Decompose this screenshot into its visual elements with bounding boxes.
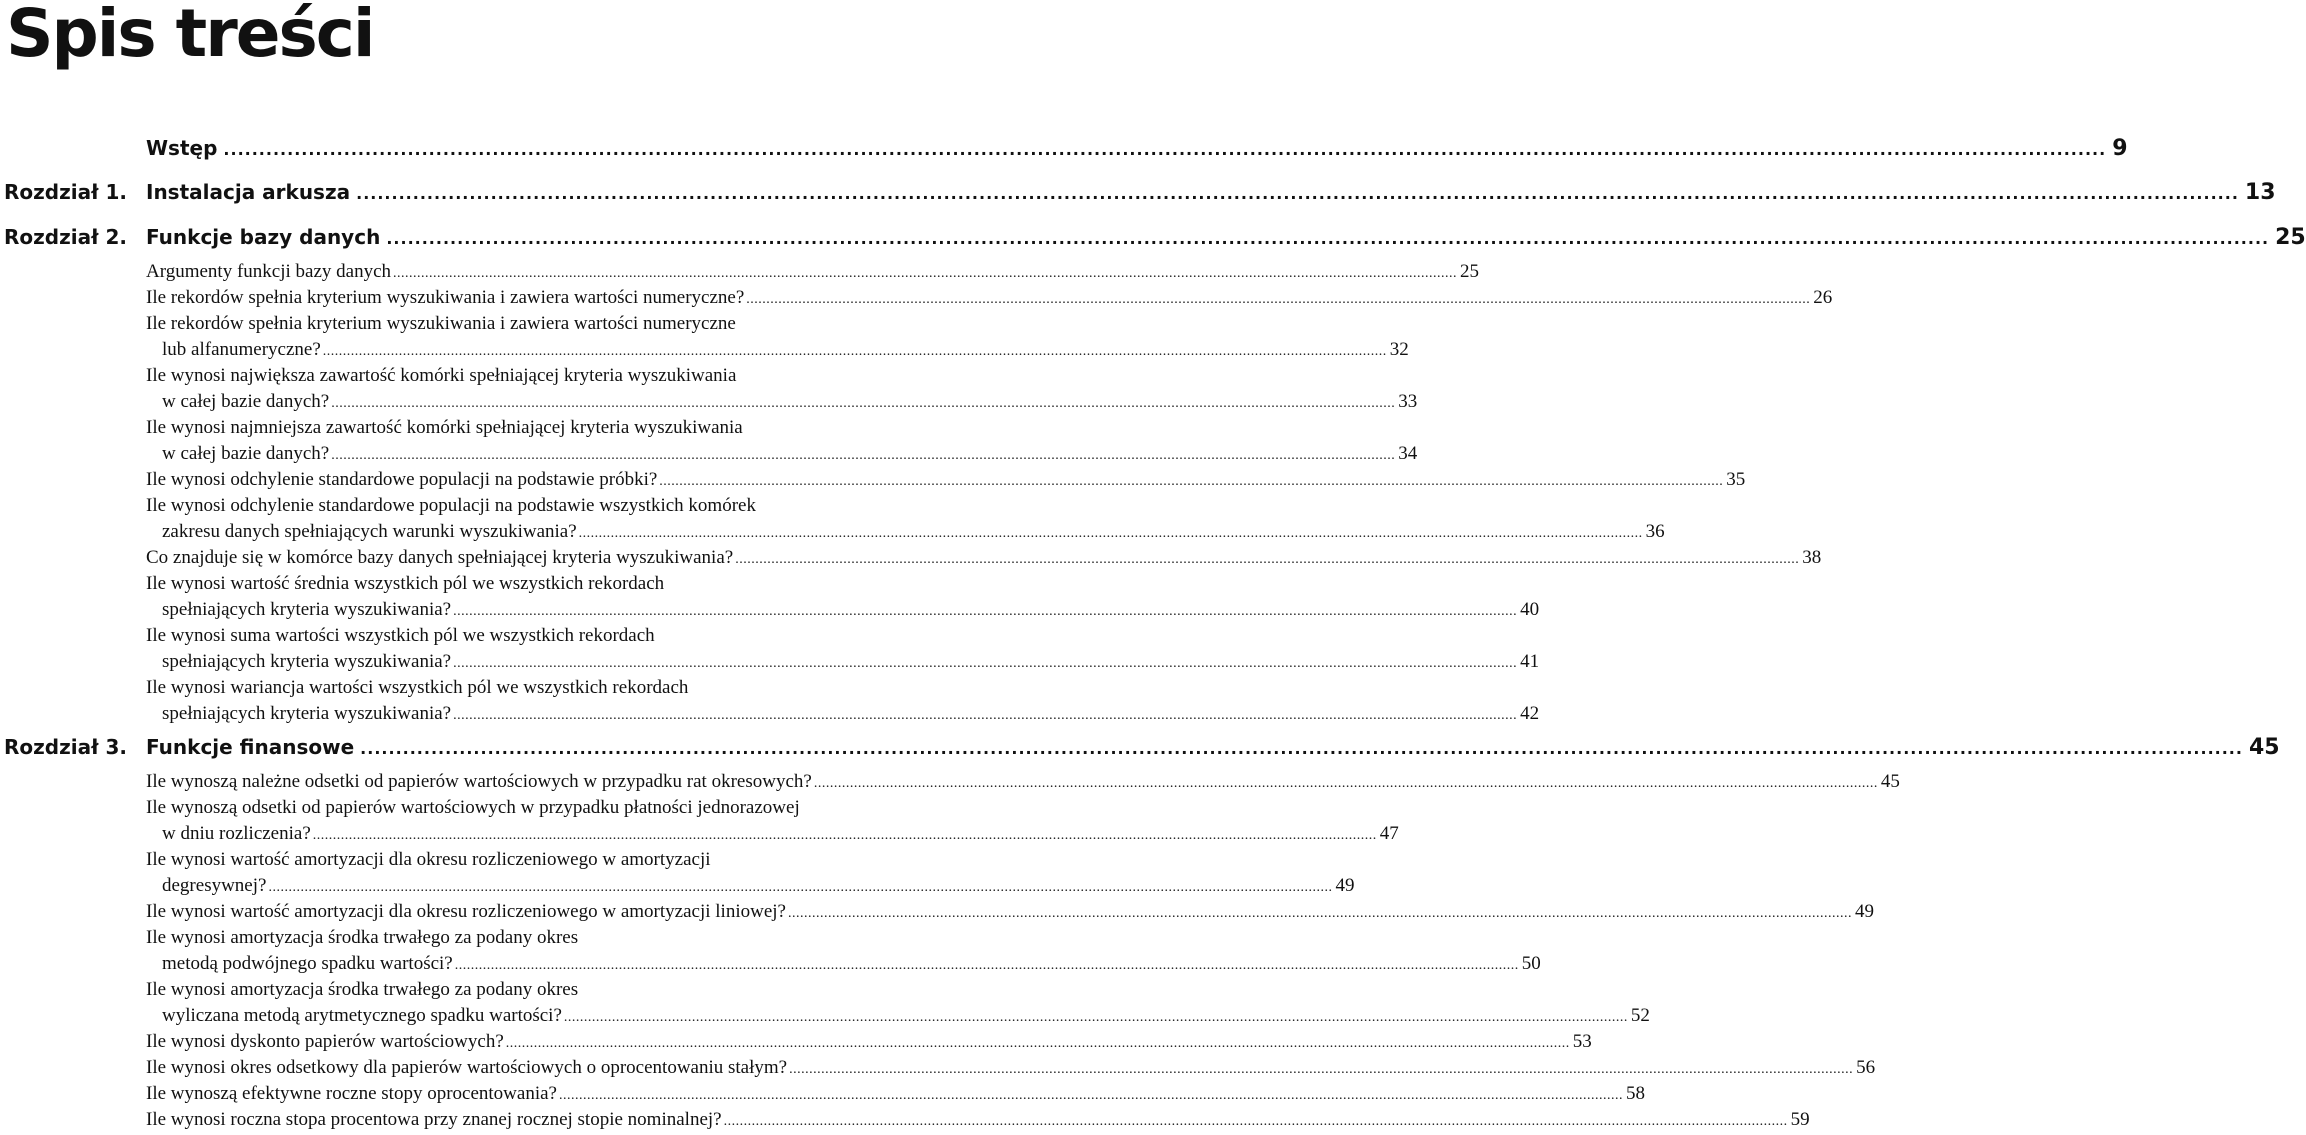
chapter-number: Rozdział 1.	[4, 180, 127, 204]
section-title: Co znajduje się w komórce bazy danych spełniającej kryteria wyszukiwania?	[146, 547, 734, 568]
section-entry[interactable]	[146, 571, 1540, 623]
section-title: degresywnej?	[162, 875, 267, 896]
section-entry[interactable]	[146, 795, 1399, 847]
dot-leader: ..........................................................................................................................................................................................................................................................................	[813, 776, 1878, 791]
section-title-line: Ile wynosi wariancja wartości wszystkich pól we wszystkich rekordach	[146, 677, 689, 698]
section-title-line: Ile wynosi odchylenie standardowe populacji na podstawie wszystkich komórek	[146, 495, 756, 516]
section-title-line: Ile wynosi suma wartości wszystkich pól we wszystkich rekordach	[146, 625, 655, 646]
section-title-line	[146, 1107, 1810, 1133]
section-title: spełniających kryteria wyszukiwania?	[162, 651, 452, 672]
section-title-line: Ile wynosi największa zawartość komórki spełniającej kryteria wyszukiwania	[146, 365, 737, 386]
section-title: spełniających kryteria wyszukiwania?	[162, 599, 452, 620]
section-title-line	[146, 259, 1479, 285]
section-title-line: Ile wynosi amortyzacja środka trwałego za podany okres	[146, 927, 579, 948]
chapter-heading-row	[0, 725, 2280, 769]
section-entry[interactable]	[146, 259, 1479, 285]
section-page-number: 33	[1398, 391, 1418, 412]
dot-leader: ..........................................................................................................................................................................................................................................................................	[453, 656, 1518, 671]
dot-leader: ..........................................................................................................................................................................................................................................................................	[735, 552, 1800, 567]
chapter-number: Rozdział 2.	[4, 225, 127, 249]
section-entry[interactable]	[146, 925, 1541, 977]
dot-leader: ..........................................................................................................................................................................................................................................................................	[268, 880, 1333, 895]
section-page-number: 25	[1460, 261, 1479, 282]
section-title-line	[146, 1081, 1645, 1107]
section-page-number: 58	[1625, 1083, 1645, 1104]
section-entry[interactable]	[146, 1029, 1592, 1055]
section-title: w całej bazie danych?	[162, 391, 330, 412]
section-title: Ile wynoszą efektywne roczne stopy oprocentowania?	[146, 1083, 557, 1104]
section-page-number: 26	[1813, 287, 1833, 308]
dot-leader: ..........................................................................................................................................................................................................................................................................	[453, 604, 1518, 619]
section-entry[interactable]	[146, 415, 1418, 467]
section-title-line	[146, 873, 1355, 899]
dot-leader: ..........................................................................................................................................................................................................................................................................	[453, 708, 1518, 723]
section-entry[interactable]	[146, 1081, 1645, 1107]
dot-leader: ..........................................................................................................................................................................................................................................................................	[454, 958, 1519, 973]
section-page-number: 47	[1379, 823, 1399, 844]
section-title-line: Ile wynosi amortyzacja środka trwałego za podany okres	[146, 979, 579, 1000]
section-page-number: 52	[1630, 1005, 1650, 1026]
section-title-line	[146, 821, 1399, 847]
chapter-entry	[0, 170, 2276, 214]
dot-leader: ..........................................................................................................................................................................................................................................................................	[746, 292, 1811, 307]
section-page-number: 36	[1645, 521, 1665, 542]
section-page-number: 40	[1520, 599, 1540, 620]
section-entry[interactable]	[146, 977, 1650, 1029]
section-title-line	[146, 951, 1541, 977]
chapter-title-line	[146, 126, 2128, 172]
section-entry[interactable]	[146, 363, 1418, 415]
section-entry[interactable]	[146, 311, 1409, 363]
section-entry[interactable]	[146, 1055, 1876, 1081]
dot-leader: ..........................................................................................................................................................................................................................................................................	[563, 1010, 1628, 1025]
section-list	[146, 769, 1900, 1133]
chapter-title[interactable]: Funkcje bazy danych	[146, 225, 381, 249]
chapter-entry	[0, 215, 2306, 724]
section-page-number: 49	[1335, 875, 1355, 896]
page-title: Spis treści	[6, 0, 374, 72]
section-page-number: 38	[1802, 547, 1822, 568]
section-title: spełniających kryteria wyszukiwania?	[162, 703, 452, 724]
chapter-title[interactable]: Funkcje finansowe	[146, 735, 355, 759]
dot-leader: ..........................................................................................................................................................................................................................................................................	[312, 828, 1377, 843]
section-list	[146, 259, 1833, 727]
section-page-number: 53	[1572, 1031, 1592, 1052]
dot-leader: ..........................................................................................................................................................................................................................................................................	[505, 1036, 1570, 1051]
section-title-line: Ile wynosi najmniejsza zawartość komórki spełniającej kryteria wyszukiwania	[146, 417, 743, 438]
chapter-title[interactable]: Wstęp	[146, 136, 218, 160]
dot-leader: ..........................................................................................................................................................................................................................................................................	[331, 396, 1396, 411]
section-page-number: 42	[1520, 703, 1540, 724]
section-entry[interactable]	[146, 467, 1746, 493]
section-entry[interactable]	[146, 493, 1665, 545]
section-title-line	[146, 441, 1418, 467]
section-title: Ile rekordów spełnia kryterium wyszukiwania i zawiera wartości numeryczne?	[146, 287, 745, 308]
section-page-number: 49	[1854, 901, 1874, 922]
dot-leader: ..........................................................................................................................................................................................................................................................................	[393, 266, 1457, 281]
section-title: wyliczana metodą arytmetycznego spadku wartości?	[162, 1005, 562, 1026]
section-title-line: Ile wynosi wartość średnia wszystkich pól we wszystkich rekordach	[146, 573, 665, 594]
section-title-line	[146, 285, 1833, 311]
chapter-title-line	[146, 725, 2280, 771]
dot-leader: ..........................................................................................................................................................................................................................................................................	[223, 140, 2107, 159]
section-title-line	[146, 337, 1409, 363]
chapter-page-number: 9	[2112, 136, 2128, 161]
section-page-number: 59	[1790, 1109, 1810, 1130]
section-title-line	[146, 389, 1418, 415]
section-entry[interactable]	[146, 899, 1874, 925]
dot-leader: ..........................................................................................................................................................................................................................................................................	[331, 448, 1396, 463]
chapter-title[interactable]: Instalacja arkusza	[146, 180, 351, 204]
chapter-heading-row	[0, 170, 2276, 214]
chapter-number: Rozdział 3.	[4, 735, 127, 759]
section-page-number: 45	[1880, 771, 1900, 792]
section-title-line	[146, 545, 1822, 571]
section-title-line: Ile wynoszą odsetki od papierów wartościowych w przypadku płatności jednorazowej	[146, 797, 800, 818]
section-title-line	[146, 597, 1540, 623]
section-title: Ile wynosi okres odsetkowy dla papierów wartościowych o oprocentowaniu stałym?	[146, 1057, 788, 1078]
section-title-line	[146, 701, 1540, 727]
section-title-line: Ile rekordów spełnia kryterium wyszukiwania i zawiera wartości numeryczne	[146, 313, 736, 334]
section-title: w dniu rozliczenia?	[162, 823, 311, 844]
section-title: metodą podwójnego spadku wartości?	[162, 953, 453, 974]
section-title-line	[146, 467, 1746, 493]
section-entry[interactable]	[146, 1107, 1810, 1133]
section-title-line	[146, 1055, 1876, 1081]
dot-leader: ..........................................................................................................................................................................................................................................................................	[558, 1088, 1623, 1103]
section-title: w całej bazie danych?	[162, 443, 330, 464]
section-title-line	[146, 899, 1874, 925]
section-title-line: Ile wynosi wartość amortyzacji dla okresu rozliczeniowego w amortyzacji	[146, 849, 711, 870]
chapter-entry	[0, 126, 2128, 170]
dot-leader: ..........................................................................................................................................................................................................................................................................	[356, 184, 2239, 203]
section-page-number: 34	[1398, 443, 1418, 464]
section-title: zakresu danych spełniających warunki wyszukiwania?	[162, 521, 577, 542]
dot-leader: ..........................................................................................................................................................................................................................................................................	[386, 229, 2270, 248]
section-title: Argumenty funkcji bazy danych	[146, 261, 391, 282]
dot-leader: ..........................................................................................................................................................................................................................................................................	[659, 474, 1724, 489]
section-title-line	[146, 649, 1540, 675]
chapter-title-line	[146, 215, 2306, 261]
section-title-line	[146, 769, 1900, 795]
section-page-number: 35	[1726, 469, 1746, 490]
dot-leader: ..........................................................................................................................................................................................................................................................................	[789, 1062, 1854, 1077]
section-title: Ile wynosi dyskonto papierów wartościowych?	[146, 1031, 504, 1052]
section-entry[interactable]	[146, 623, 1540, 675]
section-page-number: 50	[1521, 953, 1541, 974]
section-entry[interactable]	[146, 675, 1540, 727]
dot-leader: ..........................................................................................................................................................................................................................................................................	[578, 526, 1643, 541]
section-title-line	[146, 519, 1665, 545]
chapter-page-number: 45	[2248, 735, 2280, 760]
chapter-page-number: 13	[2244, 180, 2276, 205]
dot-leader: ..........................................................................................................................................................................................................................................................................	[723, 1114, 1788, 1129]
section-title: Ile wynoszą należne odsetki od papierów wartościowych w przypadku rat okresowych?	[146, 771, 812, 792]
chapter-entry	[0, 725, 2280, 1130]
section-title: Ile wynosi odchylenie standardowe populacji na podstawie próbki?	[146, 469, 658, 490]
section-title: lub alfanumeryczne?	[162, 339, 321, 360]
section-title-line	[146, 1029, 1592, 1055]
chapter-title-line	[146, 170, 2276, 216]
section-page-number: 32	[1389, 339, 1409, 360]
dot-leader: ..........................................................................................................................................................................................................................................................................	[360, 739, 2243, 758]
section-title: Ile wynosi roczna stopa procentowa przy znanej rocznej stopie nominalnej?	[146, 1109, 722, 1130]
section-entry[interactable]	[146, 769, 1900, 795]
chapter-heading-row	[0, 126, 2128, 170]
chapter-page-number: 25	[2275, 225, 2306, 250]
dot-leader: ..........................................................................................................................................................................................................................................................................	[322, 344, 1387, 359]
chapter-heading-row	[0, 215, 2306, 259]
section-title: Ile wynosi wartość amortyzacji dla okresu rozliczeniowego w amortyzacji liniowej?	[146, 901, 786, 922]
section-entry[interactable]	[146, 285, 1833, 311]
section-entry[interactable]	[146, 545, 1822, 571]
dot-leader: ..........................................................................................................................................................................................................................................................................	[787, 906, 1852, 921]
section-title-line	[146, 1003, 1650, 1029]
section-page-number: 41	[1520, 651, 1540, 672]
section-page-number: 56	[1856, 1057, 1876, 1078]
section-entry[interactable]	[146, 847, 1355, 899]
